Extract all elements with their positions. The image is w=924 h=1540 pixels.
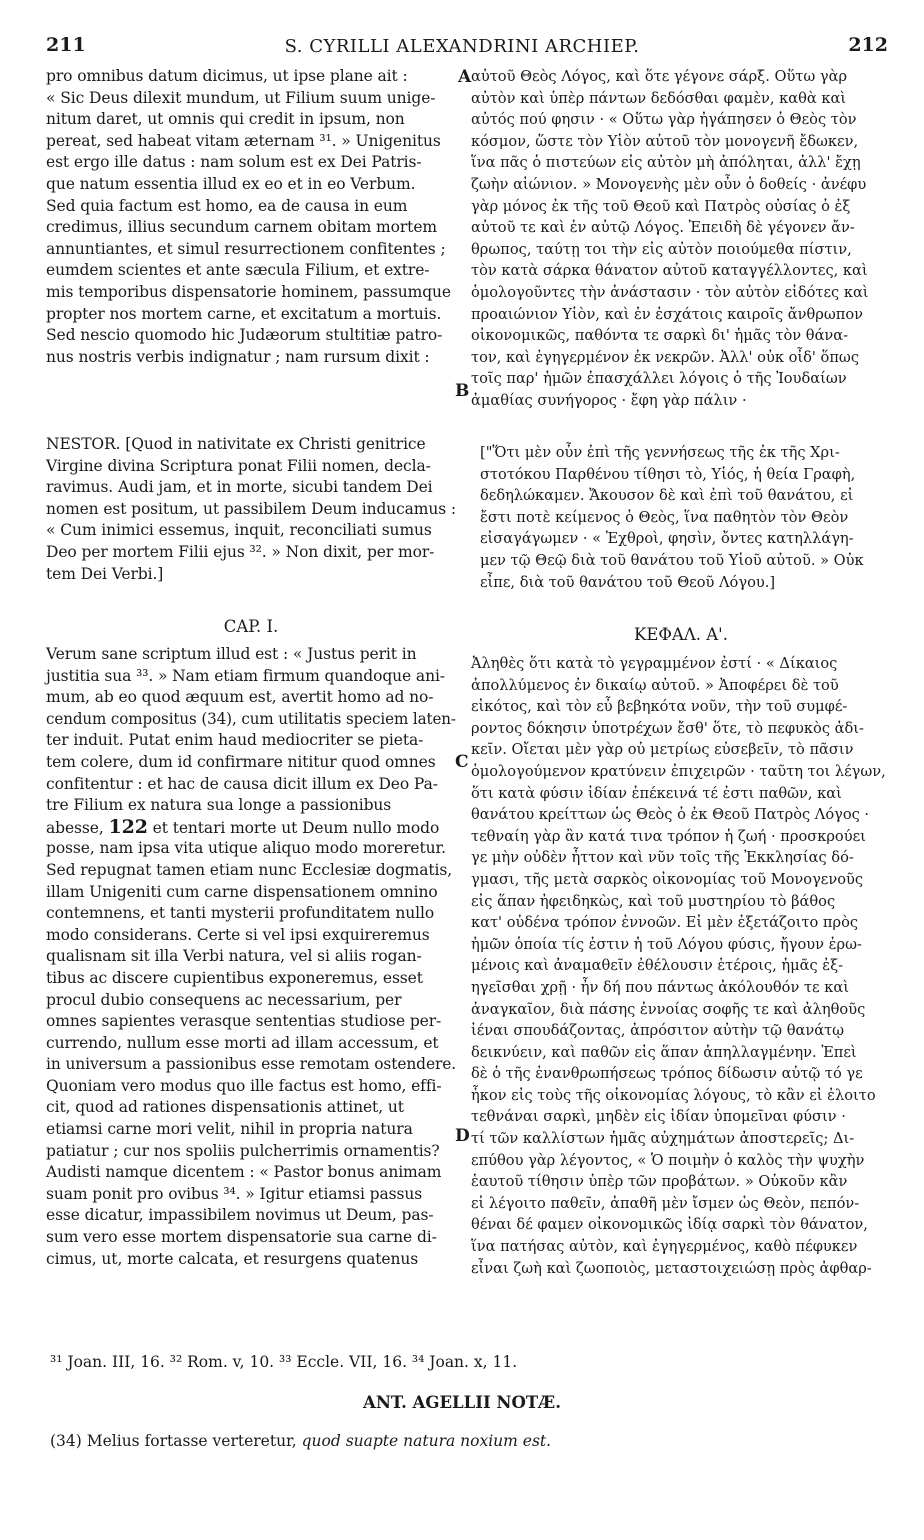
text-line: nomen est positum, ut passibilem Deum inducamus : bbox=[46, 499, 456, 518]
text-line: suam ponit pro ovibus ³⁴. » Igitur etiamsi passus bbox=[46, 1184, 423, 1203]
text-line: modo considerans. Certe si vel ipsi exquireremus bbox=[46, 925, 430, 944]
text-line: posse, nam ipsa vita utique aliquo modo moreretur. bbox=[46, 839, 446, 858]
text-line: esse dicatur, impassibilem novimus ut Deum, pas- bbox=[46, 1206, 434, 1225]
text-line: Audisti namque dicentem : « Pastor bonus animam bbox=[46, 1163, 442, 1182]
text-line: ὅτι κατὰ φύσιν ἰδίαν ἐπέκεινά τέ ἐστι παθῶν, καὶ bbox=[471, 784, 842, 802]
text-line: ἀμαθίας συνήγορος · ἔφη γὰρ πάλιν · bbox=[471, 391, 747, 409]
text-line: αὐτὸν καὶ ὑπὲρ πάντων δεδόσθαι φαμὲν, καθὰ καὶ bbox=[471, 89, 847, 107]
text-line: credimus, illius secundum carnem obitam mortem bbox=[46, 218, 437, 237]
text-line: ἵνα πατήσας αὐτὸν, καὶ ἐγηγερμένος, καθὸ πέφυκεν bbox=[471, 1238, 858, 1256]
text-line: δεδηλώκαμεν. Ἄκουσον δὲ καὶ ἐπὶ τοῦ θανάτου, εἰ bbox=[480, 487, 854, 505]
text-line: illam Unigeniti cum carne dispensationem omnino bbox=[46, 882, 438, 901]
text-line: ravimus. Audi jam, et in morte, sicubi tandem Dei bbox=[46, 478, 433, 497]
text-line: patiatur ; cur nos spoliis pulcherrimis ornamentis? bbox=[46, 1141, 440, 1160]
note-text: (34) Melius fortasse verteretur, bbox=[50, 1432, 302, 1450]
text-line: μένοις καὶ ἀναμαθεῖν ἐθέλουσιν ἑτέροις, ἡμᾶς ἐξ- bbox=[471, 957, 844, 975]
latin-column-block-1 bbox=[46, 66, 456, 368]
text-line: τον, καὶ ἐγηγερμένον ἐκ νεκρῶν. Ἀλλ' οὐκ οἶδ' ὅπως bbox=[471, 348, 859, 366]
text-line: γὰρ μόνος ἐκ τῆς τοῦ Θεοῦ καὶ Πατρὸς οὐσίας ὁ ἐξ bbox=[471, 197, 851, 215]
text-line: στοτόκου Παρθένου τίθησι τὸ, Υἱός, ἡ θεία Γραφὴ, bbox=[480, 465, 856, 483]
text-line: tibus ac discere cupientibus exponeremus, esset bbox=[46, 968, 423, 987]
text-fragment: abesse, bbox=[46, 818, 109, 837]
text-line: ter induit. Putat enim haud mediocriter se pieta- bbox=[46, 731, 424, 750]
margin-letter-a: A bbox=[458, 67, 472, 87]
text-line: δεικνύειν, καὶ παθῶν εἰς ἅπαν ἀπηλλαγμένην. Ἐπεὶ bbox=[471, 1043, 857, 1061]
text-line: θέναι δέ φαμεν οἰκονομικῶς ἰδίᾳ σαρκὶ τὸν θάνατον, bbox=[471, 1216, 868, 1234]
text-line: est ergo ille datus : nam solum est ex Dei Patris- bbox=[46, 153, 422, 172]
text-line: cit, quod ad rationes dispensationis attinet, ut bbox=[46, 1098, 404, 1117]
text-line: ζωὴν αἰώνιον. » Μονογενὴς μὲν οὖν ὁ δοθείς · ἀνέφυ bbox=[471, 175, 867, 193]
text-line: nus nostris verbis indignatur ; nam rursum dixit : bbox=[46, 347, 430, 366]
text-line: in universum a passionibus esse remotam ostendere. bbox=[46, 1055, 457, 1074]
greek-column-block-3 bbox=[471, 653, 891, 1279]
text-line: cendum compositus (34), cum utilitatis speciem laten- bbox=[46, 709, 456, 728]
text-line: eumdem scientes et ante sæcula Filium, et extre- bbox=[46, 261, 430, 280]
page-header bbox=[0, 34, 924, 60]
text-line: θρωπος, ταύτῃ τοι τὴν εἰς αὐτὸν ποιούμεθα πίστιν, bbox=[471, 240, 852, 258]
latin-chapter-heading bbox=[46, 614, 456, 640]
text-line: ἵνα πᾶς ὁ πιστεύων εἰς αὐτὸν μὴ ἀπόληται, ἀλλ' ἔχῃ bbox=[471, 154, 861, 172]
greek-column-block-1 bbox=[471, 66, 891, 412]
text-line: Sed nescio quomodo hic Judæorum stultitiæ patro- bbox=[46, 326, 443, 345]
text-line: οἰκονομικῶς, παθόντα τε σαρκὶ δι' ἡμᾶς τὸν θάνα- bbox=[471, 327, 849, 345]
text-line: εἰ λέγοιτο παθεῖν, ἀπαθῆ μὲν ἴσμεν ὡς Θεὸν, πεπόν- bbox=[471, 1194, 860, 1212]
text-fragment: et tentari morte ut Deum nullo modo bbox=[147, 818, 440, 837]
text-line: γμασι, τῆς μετὰ σαρκὸς οἰκονομίας τοῦ Μονογενοῦς bbox=[471, 870, 864, 888]
column-number: 122 bbox=[108, 815, 148, 838]
text-line: τὸν κατὰ σάρκα θάνατον αὐτοῦ καταγγέλλοντες, καὶ bbox=[471, 262, 868, 280]
running-title: S. CYRILLI ALEXANDRINI ARCHIEP. bbox=[284, 36, 640, 57]
text-line: annuntiantes, et simul resurrectionem confitentes ; bbox=[46, 239, 446, 258]
greek-chapter-heading bbox=[471, 622, 891, 648]
text-line: εἶπε, διὰ τοῦ θανάτου τοῦ Θεοῦ Λόγου.] bbox=[480, 573, 776, 591]
text-line: contemnens, et tanti mysterii profunditatem nullo bbox=[46, 904, 435, 923]
note-italic-text: quod suapte natura noxium est. bbox=[301, 1432, 552, 1450]
text-line: εἰκότος, καὶ τὸν εὖ βεβηκότα νοῦν, τὴν τοῦ συμφέ- bbox=[471, 698, 848, 716]
text-line: Sed quia factum est homo, ea de causa in eum bbox=[46, 196, 408, 215]
text-line: tem Dei Verbi.] bbox=[46, 564, 164, 583]
text-line: ἧκον εἰς τοὺς τῆς οἰκονομίας λόγους, τὸ κἂν εἰ ἐλοιτο bbox=[471, 1086, 876, 1104]
text-line: μεν τῷ Θεῷ διὰ τοῦ θανάτου τοῦ Υἱοῦ αὐτοῦ. » Οὐκ bbox=[480, 551, 864, 569]
text-line: θανάτου κρείττων ὡς Θεὸς ὁ ἐκ Θεοῦ Πατρὸς Λόγος · bbox=[471, 806, 870, 824]
text-line: omnes sapientes verasque sententias studiose per- bbox=[46, 1012, 442, 1031]
greek-column-block-2 bbox=[480, 442, 892, 593]
text-line: sum vero esse mortem dispensatorie sua carne di- bbox=[46, 1228, 437, 1247]
text-line: γε μὴν οὐδὲν ἧττον καὶ νῦν τοῖς τῆς Ἐκκλησίας δό- bbox=[471, 849, 854, 867]
text-line: εἰσαγάγωμεν · « Ἐχθροὶ, φησὶν, ὄντες κατηλλάγη- bbox=[480, 530, 854, 548]
text-line: Sed repugnat tamen etiam nunc Ecclesiæ dogmatis, bbox=[46, 860, 453, 879]
text-line: τί τῶν καλλίστων ἡμᾶς αὐχημάτων ἀποστερεῖς; Δι- bbox=[471, 1130, 855, 1148]
page-number-right: 212 bbox=[848, 34, 888, 56]
chapter-title: ΚΕΦΑΛ. Α'. bbox=[634, 625, 728, 644]
notes-heading: ANT. AGELLII NOTÆ. bbox=[363, 1393, 561, 1412]
margin-letter-c: C bbox=[455, 752, 469, 772]
text-line: etiamsi carne mori velit, nihil in propria natura bbox=[46, 1120, 413, 1139]
text-line: εἶναι ζωὴ καὶ ζωοποιὸς, μεταστοιχειώσῃ πρὸς ἀφθαρ- bbox=[471, 1259, 872, 1277]
text-line: τοῖς παρ' ἡμῶν ἐπασχάλλει λόγοις ὁ τῆς Ἰουδαίων bbox=[471, 370, 847, 388]
text-line: tre Filium ex natura sua longe a passionibus bbox=[46, 796, 392, 815]
text-line: τεθναίη γὰρ ἂν κατά τινα τρόπον ἡ ζωή · προσκρούει bbox=[471, 827, 866, 845]
page-number-left: 211 bbox=[46, 34, 86, 56]
latin-column-block-2 bbox=[46, 434, 456, 585]
text-line: αὐτός πού φησιν · « Οὕτω γὰρ ἠγάπησεν ὁ Θεὸς τὸν bbox=[471, 111, 857, 129]
text-line: κατ' οὐδένα τρόπον ἐννοῶν. Εἰ μὲν ἐξετάζοιτο πρὸς bbox=[471, 914, 859, 932]
text-line: ["Ὅτι μὲν οὖν ἐπὶ τῆς γεννήσεως τῆς ἐκ τῆς Χρι- bbox=[480, 444, 840, 461]
text-line: que natum essentia illud ex eo et in eo Verbum. bbox=[46, 174, 416, 193]
text-line: ὁμολογούμενον κρατύνειν ἐπιχειρῶν · ταῦτη τοι λέγων, bbox=[471, 762, 886, 780]
text-line: κόσμον, ὥστε τὸν Υἱὸν αὐτοῦ τὸν μονογενῆ ἔδωκεν, bbox=[471, 132, 859, 150]
text-line: τεθνάναι σαρκὶ, μηδὲν εἰς ἰδίαν ὑπομεῖναι φύσιν · bbox=[471, 1108, 846, 1126]
text-line: confitentur : et hac de causa dicit illum ex Deo Pa- bbox=[46, 774, 438, 793]
text-line: εἰς ἅπαν ἠφειδηκὼς, καὶ τοῦ μυστηρίου τὸ βάθος bbox=[471, 892, 836, 910]
text-line: « Cum inimici essemus, inquit, reconciliati sumus bbox=[46, 521, 432, 540]
text-line-with-column-number bbox=[46, 817, 456, 839]
text-line: ἑαυτοῦ τίθησιν ὑπὲρ τῶν προβάτων. » Οὐκοῦν κἂν bbox=[471, 1173, 848, 1191]
text-line: cimus, ut, morte calcata, et resurgens quatenus bbox=[46, 1249, 419, 1268]
text-line: Ἀληθὲς ὅτι κατὰ τὸ γεγραμμένον ἐστί · « Δίκαιος bbox=[471, 655, 838, 672]
text-line: pereat, sed habeat vitam æternam ³¹. » Unigenitus bbox=[46, 131, 441, 150]
text-line: currendo, nullum esse morti ad illam accessum, et bbox=[46, 1033, 439, 1052]
text-line: επύθου γὰρ λέγοντος, « Ὁ ποιμὴν ὁ καλὸς τὴν ψυχὴν bbox=[471, 1151, 865, 1169]
text-line: mis temporibus dispensatorie hominem, passumque bbox=[46, 282, 451, 301]
text-line: NESTOR. [Quod in nativitate ex Christi genitrice bbox=[46, 435, 426, 453]
text-line: Quoniam vero modus quo ille factus est homo, effi- bbox=[46, 1076, 442, 1095]
text-line: ἀναγκαῖον, διὰ πάσης ἐννοίας σοφῆς τε καὶ ἀληθοῦς bbox=[471, 1000, 866, 1018]
text-line: tem colere, dum id confirmare nititur quod omnes bbox=[46, 752, 436, 771]
text-line: justitia sua ³³. » Nam etiam firmum quandoque ani- bbox=[46, 666, 445, 685]
text-line: ὁμολογοῦντες τὴν ἀνάστασιν · τὸν αὐτὸν εἰδότες καὶ bbox=[471, 283, 869, 301]
text-line: Virgine divina Scriptura ponat Filii nomen, decla- bbox=[46, 456, 431, 475]
text-line: qualisnam sit illa Verbi natura, vel si aliis rogan- bbox=[46, 947, 422, 966]
text-line: αὐτοῦ Θεὸς Λόγος, καὶ ὅτε γέγονε σάρξ. Οὕτω γὰρ bbox=[471, 68, 848, 85]
text-line: αὐτοῦ τε καὶ ἐν αὐτῷ Λόγος. Ἐπειδὴ δὲ γέγονεν ἄν- bbox=[471, 219, 855, 237]
scripture-footnotes: ³¹ Joan. III, 16. ³² Rom. v, 10. ³³ Eccle. VII, 16. ³⁴ Joan. x, 11. bbox=[50, 1353, 518, 1371]
chapter-title: CAP. I. bbox=[223, 617, 279, 636]
margin-letter-b: B bbox=[455, 381, 470, 401]
text-line: « Sic Deus dilexit mundum, ut Filium suum unige- bbox=[46, 88, 436, 107]
text-line: ἔστι ποτὲ κείμενος ὁ Θεὸς, ἵνα παθητὸν τὸν Θεὸν bbox=[480, 508, 849, 526]
latin-column-block-3 bbox=[46, 644, 456, 1270]
text-line: ροντος δόκησιν ὑποτρέχων ἔσθ' ὅτε, τὸ πεφυκὸς ἀδι- bbox=[471, 719, 864, 737]
text-line: κεῖν. Οἴεται μὲν γὰρ οὐ μετρίως εὐσεβεῖν, τὸ πᾶσιν bbox=[471, 741, 854, 759]
text-line: procul dubio consequens ac necessarium, per bbox=[46, 990, 402, 1009]
text-line: pro omnibus datum dicimus, ut ipse plane ait : bbox=[46, 67, 408, 85]
text-line: propter nos mortem carne, et excitatum a mortuis. bbox=[46, 304, 442, 323]
text-line: nitum daret, ut omnis qui credit in ipsum, non bbox=[46, 110, 405, 129]
text-line: δὲ ὁ τῆς ἐνανθρωπήσεως τρόπος δίδωσιν αὐτῷ τό γε bbox=[471, 1065, 863, 1083]
margin-letter-d: D bbox=[455, 1126, 470, 1146]
text-line: ηγεῖσθαι χρῇ · ἦν δή που πάντως ἀκόλουθόν τε καὶ bbox=[471, 978, 849, 996]
text-line: ἡμῶν ὁποία τίς ἐστιν ἡ τοῦ Λόγου φύσις, ἤγουν ἐρω- bbox=[471, 935, 862, 953]
text-line: mum, ab eo quod æquum est, avertit homo ad no- bbox=[46, 688, 434, 707]
note-34 bbox=[50, 1432, 551, 1450]
text-line: Deo per mortem Filii ejus ³². » Non dixit, per mor- bbox=[46, 542, 435, 561]
text-line: προαιώνιον Υἱὸν, καὶ ἐν ἐσχάτοις καιροῖς ἄνθρωπον bbox=[471, 305, 864, 323]
text-line: ἰέναι σπουδάζοντας, ἀπρόσιτον αὐτὴν τῷ θανάτῳ bbox=[471, 1022, 845, 1040]
text-line: ἀπολλύμενος ἐν δικαίῳ αὐτοῦ. » Ἀποφέρει δὲ τοῦ bbox=[471, 676, 839, 694]
text-line: Verum sane scriptum illud est : « Justus perit in bbox=[46, 645, 417, 663]
